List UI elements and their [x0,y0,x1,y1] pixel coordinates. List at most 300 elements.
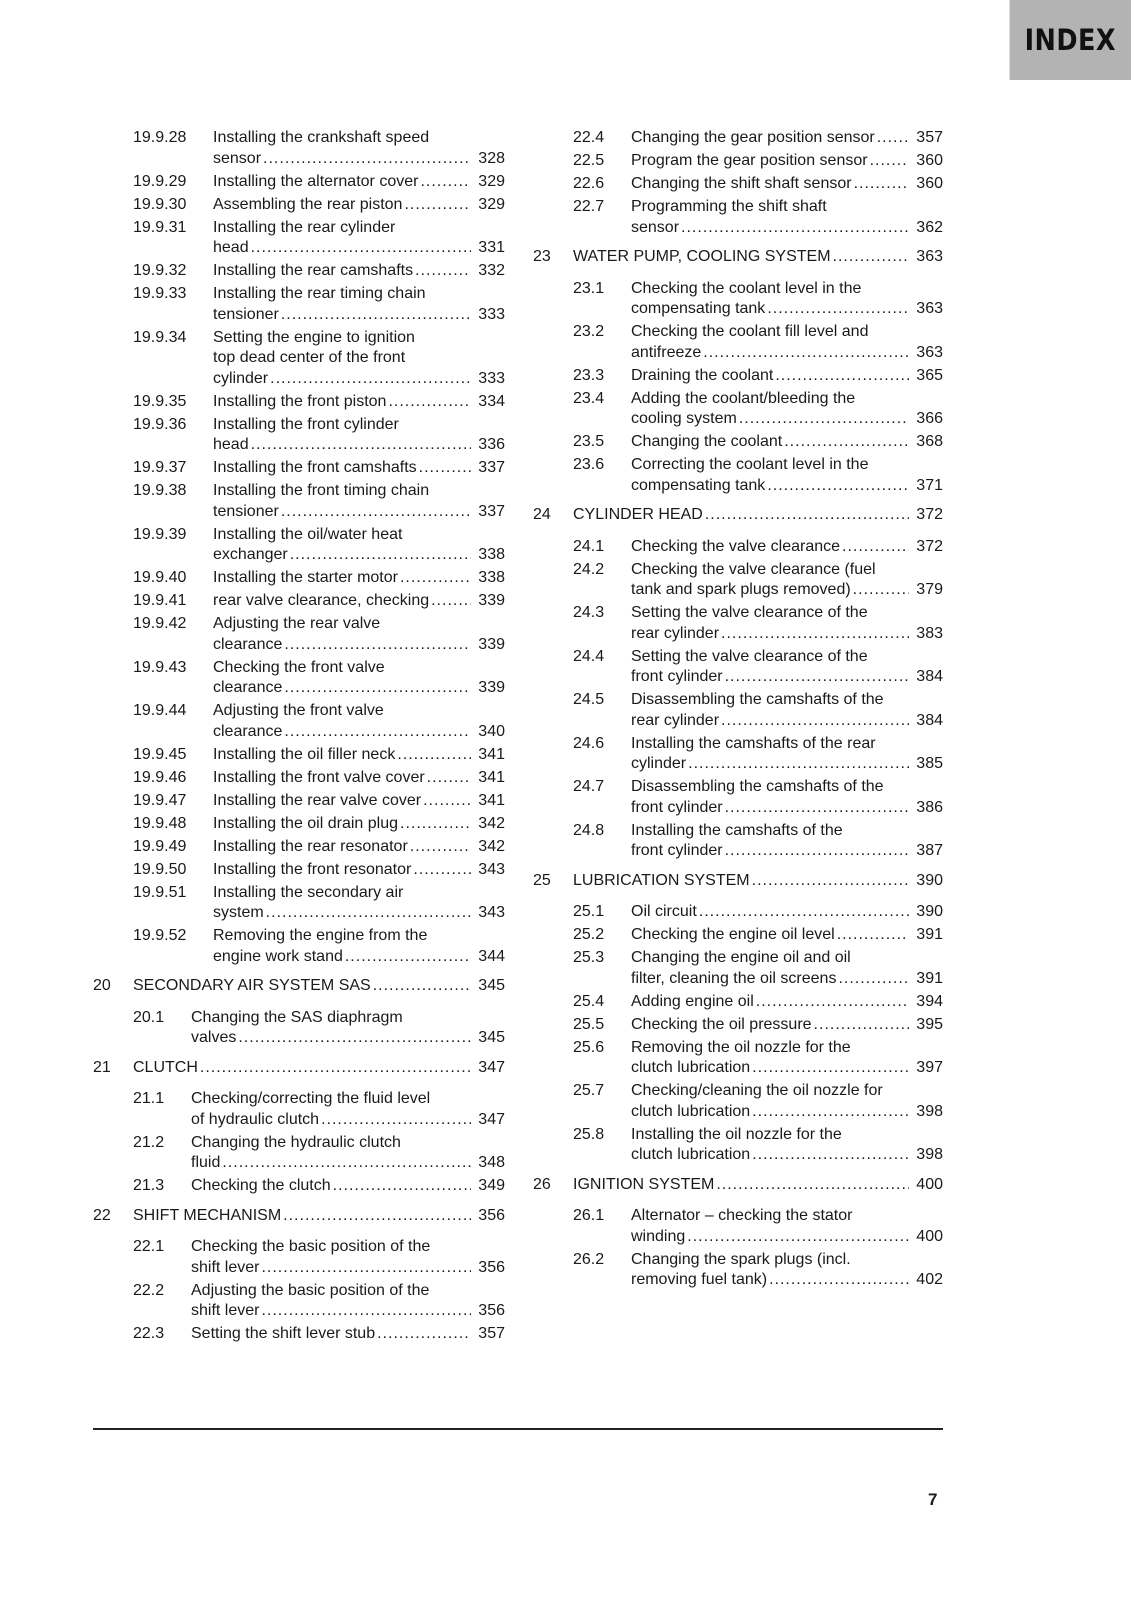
toc-entry-number: 23.5 [573,433,605,450]
toc-entry[interactable] [93,1324,505,1345]
toc-chapter-entry[interactable] [533,1175,943,1196]
toc-entry-title: Setting the shift lever stub [191,1325,376,1342]
dot-leader [838,969,909,990]
toc-entry-title: Checking the oil pressure [631,1015,812,1033]
index-tab: INDEX [1010,0,1131,80]
toc-entry-number: 19.9.31 [133,218,187,236]
toc-entry[interactable] [93,591,505,612]
toc-entry-title: rear valve clearance, checking [213,592,430,609]
toc-entry-title: Changing the coolant [631,433,783,450]
dot-leader [705,505,909,526]
toc-entry-text [213,261,505,282]
toc-entry[interactable] [93,195,505,216]
toc-entry[interactable] [533,1015,943,1036]
toc-entry-page: 347 [478,1110,505,1128]
toc-entry-title: removing fuel tank) [631,1271,768,1288]
toc-entry-title: front cylinder [631,842,723,859]
toc-entry-title: LUBRICATION SYSTEM [573,871,750,889]
toc-entry-text [191,1133,505,1174]
toc-chapter-entry[interactable] [533,247,943,268]
toc-entry-page: 357 [916,129,943,146]
dot-leader [251,238,471,259]
toc-entry-title: sensor [213,149,262,167]
toc-entry[interactable] [533,734,943,775]
toc-entry[interactable] [93,1176,505,1197]
dot-leader [281,502,471,523]
toc-chapter-entry[interactable] [533,505,943,526]
toc-entry[interactable] [533,366,943,387]
dot-leader [699,902,909,923]
toc-entry-title: rear cylinder [631,711,720,729]
toc-entry-number: 24.7 [573,778,605,795]
dot-leader [377,1324,471,1345]
toc-entry-title: Checking the coolant fill level and [631,323,869,340]
toc-entry-title: valves [191,1029,237,1046]
toc-chapter-entry[interactable] [93,1206,505,1227]
toc-entry-text [631,1015,943,1036]
toc-entry-title: Installing the rear resonator [213,837,408,855]
toc-entry-title: Checking the front valve [213,658,385,676]
dot-leader [388,392,471,413]
toc-entry-text [213,701,505,742]
toc-entry-title: Adding engine oil [631,992,754,1010]
toc-entry[interactable] [533,1206,943,1247]
toc-entry-title: antifreeze [631,343,702,361]
toc-entry-page: 372 [916,506,943,523]
toc-entry-title: front cylinder [631,668,723,685]
toc-entry-text [631,1125,943,1166]
dot-leader [415,261,471,282]
toc-entry[interactable] [533,603,943,644]
toc-entry-text [213,837,505,858]
toc-entry-number: 19.9.29 [133,172,187,190]
toc-entry-page: 395 [916,1015,943,1033]
toc-entry-number: 24.4 [573,647,605,665]
toc-entry[interactable] [533,1038,943,1079]
dot-leader [681,218,909,239]
toc-entry-page: 362 [916,218,943,236]
toc-entry-text [631,647,943,688]
toc-entry-number: 19.9.30 [133,195,187,213]
dot-leader [261,1258,471,1279]
toc-entry[interactable] [93,791,505,812]
toc-entry-number: 22.6 [573,175,605,192]
toc-entry-title: Setting the valve clearance of the [631,604,868,621]
toc-entry-page: 342 [478,837,505,855]
toc-entry-page: 339 [478,592,505,609]
toc-entry-page: 348 [478,1154,505,1171]
toc-entry-page: 356 [478,1206,505,1224]
toc-entry[interactable] [93,658,505,699]
dot-leader [400,814,471,835]
toc-entry-page: 365 [916,366,943,384]
toc-entry-title: IGNITION SYSTEM [573,1175,715,1193]
toc-entry[interactable] [533,925,943,946]
toc-entry-page: 333 [478,305,505,323]
toc-entry-text [213,883,505,924]
toc-entry-number: 20.1 [133,1008,165,1026]
dot-leader [721,711,909,732]
toc-entry-text [631,151,943,172]
toc-entry-title: head [213,436,249,453]
toc-entry-title: clutch lubrication [631,1102,751,1120]
toc-entry-number: 22.7 [573,198,605,215]
toc-entry-text [631,279,943,320]
page-number: 7 [928,1490,938,1509]
toc-entry[interactable] [533,455,943,496]
toc-entry-text [631,1206,943,1247]
toc-entry[interactable] [533,537,943,558]
toc-entry-number: 26.1 [573,1207,605,1224]
toc-entry-page: 391 [916,969,943,987]
toc-entry[interactable] [93,1008,505,1049]
dot-leader [423,791,471,812]
toc-entry-title: Installing the crankshaft speed [213,129,430,146]
dot-leader [413,860,471,881]
toc-entry-title: Checking the engine oil level [631,926,835,943]
dot-leader [784,432,909,453]
toc-entry-text [213,791,505,812]
toc-entry-number: 19.9.52 [133,927,187,944]
dot-leader [752,1058,909,1079]
toc-entry[interactable] [533,128,943,149]
toc-entry-text [213,172,505,193]
toc-entry-page: 360 [916,152,943,169]
toc-entry-number: 23.4 [573,389,605,407]
toc-entry[interactable] [533,777,943,818]
toc-entry[interactable] [93,814,505,835]
dot-leader [251,435,471,456]
toc-entry-text [631,432,943,453]
toc-entry-text [191,1008,505,1049]
toc-entry-page: 397 [916,1059,943,1076]
toc-entry-page: 341 [478,791,505,809]
toc-entry-number: 23 [533,248,551,265]
toc-entry-page: 340 [478,722,505,740]
toc-entry-text [631,560,943,601]
toc-entry-page: 342 [478,814,505,832]
toc-entry[interactable] [93,481,505,522]
dot-leader [238,1028,471,1049]
toc-entry-number: 19.9.28 [133,129,187,146]
dot-leader [767,299,909,320]
toc-entry-number: 22.5 [573,152,605,169]
dot-leader [716,1175,909,1196]
toc-entry-title: Checking/cleaning the oil nozzle for [631,1082,883,1099]
dot-leader [688,754,909,775]
toc-entry[interactable] [93,284,505,325]
toc-entry-title: filter, cleaning the oil screens [631,969,837,987]
toc-entry-text [631,174,943,195]
toc-entry-title: Installing the oil filler neck [213,745,396,763]
dot-leader [333,1176,471,1197]
toc-entry-page: 363 [916,343,943,361]
toc-entry-text [631,690,943,731]
dot-leader [767,476,909,497]
toc-entry-page: 337 [478,502,505,520]
toc-entry-page: 357 [478,1325,505,1342]
toc-entry[interactable] [533,1081,943,1122]
toc-entry-text [631,777,943,818]
toc-entry-number: 25.3 [573,949,605,966]
toc-entry[interactable] [533,432,943,453]
toc-entry-title: SECONDARY AIR SYSTEM SAS [133,977,371,994]
toc-entry-title: shift lever [191,1302,260,1319]
toc-entry[interactable] [533,992,943,1013]
toc-entry-number: 24.3 [573,604,605,621]
toc-entry-page: 344 [478,947,505,965]
toc-entry-number: 19.9.38 [133,482,187,499]
toc-entry-title: Installing the front valve cover [213,768,425,786]
toc-entry-text [631,389,943,430]
toc-entry-title: Changing the hydraulic clutch [191,1133,401,1151]
toc-entry-text [191,1237,505,1278]
toc-chapter-entry[interactable] [93,976,505,997]
toc-entry-number: 19.9.49 [133,837,187,855]
toc-entry-page: 371 [916,476,943,494]
toc-entry-title: head [213,239,249,256]
toc-entry-title: Checking the clutch [191,1177,331,1194]
toc-entry-number: 25.5 [573,1015,605,1033]
dot-leader [290,545,471,566]
toc-entry[interactable] [93,1281,505,1322]
toc-entry-text [573,871,943,892]
toc-entry-title: SHIFT MECHANISM [133,1206,282,1224]
toc-entry-text [213,481,505,522]
toc-entry-title: Changing the shift shaft sensor [631,175,852,192]
toc-chapter-entry[interactable] [533,871,943,892]
toc-entry-number: 23.2 [573,323,605,340]
toc-entry-text [213,415,505,456]
toc-entry-text [631,948,943,989]
toc-entry-number: 19.9.41 [133,592,187,609]
toc-entry[interactable] [93,172,505,193]
toc-entry-title: Installing the front piston [213,392,387,410]
toc-entry[interactable] [93,768,505,789]
toc-entry[interactable] [93,1089,505,1130]
toc-entry-page: 345 [478,977,505,994]
toc-entry-text [191,1089,505,1130]
dot-leader [397,745,471,766]
dot-leader [854,174,909,195]
toc-entry-number: 19.9.32 [133,262,187,279]
dot-leader [725,798,909,819]
toc-entry-title: Installing the front camshafts [213,459,417,476]
toc-entry-title: Checking the coolant level in the [631,279,862,297]
toc-entry-title: Draining the coolant [631,366,774,384]
toc-entry-page: 379 [916,581,943,598]
toc-entry-text [573,247,943,268]
toc-entry-title: clutch lubrication [631,1059,751,1076]
toc-entry-title: Installing the oil nozzle for the [631,1125,842,1143]
toc-entry[interactable] [533,174,943,195]
toc-entry-page: 390 [916,903,943,920]
footer-rule [93,1428,943,1430]
toc-entry-number: 19.9.50 [133,860,187,878]
dot-leader [814,1015,909,1036]
toc-entry[interactable] [93,328,505,390]
toc-entry-title: Alternator – checking the stator [631,1207,853,1224]
toc-entry-number: 24.5 [573,691,605,708]
toc-entry[interactable] [93,614,505,655]
toc-entry[interactable] [533,322,943,363]
toc-entry-title: Installing the rear cylinder [213,218,396,236]
toc-entry-page: 356 [478,1302,505,1319]
dot-leader [853,580,909,601]
toc-entry-number: 23.6 [573,456,605,473]
toc-entry-page: 360 [916,175,943,192]
toc-entry-title: WATER PUMP, COOLING SYSTEM [573,248,831,265]
toc-entry-page: 400 [916,1227,943,1245]
toc-entry[interactable] [533,389,943,430]
dot-leader [373,976,471,997]
toc-entry-number: 26.2 [573,1250,605,1268]
toc-entry-title: tensioner [213,502,279,520]
toc-entry[interactable] [533,948,943,989]
toc-entry-title: Assembling the rear piston [213,195,403,213]
toc-entry-title: Removing the oil nozzle for the [631,1038,851,1056]
toc-entry-title: winding [631,1227,686,1245]
toc-entry-title: Installing the camshafts of the rear [631,734,876,752]
dot-leader [410,837,471,858]
toc-entry-page: 385 [916,755,943,772]
toc-entry-text [213,392,505,413]
toc-entry-number: 22.2 [133,1281,165,1299]
toc-entry[interactable] [533,690,943,731]
toc-entry-text [213,745,505,766]
toc-entry[interactable] [93,458,505,479]
toc-entry-title: tensioner [213,305,279,323]
toc-entry[interactable] [93,568,505,589]
toc-entry[interactable] [533,560,943,601]
dot-leader [266,903,471,924]
toc-entry[interactable] [93,926,505,967]
toc-entry-text [631,197,943,238]
dot-leader [752,1145,909,1166]
toc-entry-title: Removing the engine from the [213,927,428,944]
dot-leader [721,624,909,645]
toc-entry[interactable] [93,218,505,259]
toc-entry-text [213,768,505,789]
toc-entry-text [631,1038,943,1079]
dot-leader [703,343,909,364]
toc-entry-page: 394 [916,992,943,1010]
toc-entry-title: Checking the basic position of the [191,1238,431,1255]
dot-leader [270,369,471,390]
toc-chapter-entry[interactable] [93,1058,505,1079]
toc-entry-text [191,1176,505,1197]
toc-entry-number: 19.9.39 [133,525,187,543]
dot-leader [222,1153,471,1174]
toc-entry-number: 19.9.33 [133,285,187,302]
toc-entry-title: engine work stand [213,947,343,965]
dot-leader [725,841,909,862]
dot-leader [261,1301,471,1322]
toc-entry[interactable] [533,197,943,238]
toc-entry-title: cylinder [631,755,687,772]
toc-entry-page: 363 [916,300,943,317]
toc-entry[interactable] [93,837,505,858]
dot-leader [877,128,909,149]
toc-entry[interactable] [93,525,505,566]
toc-entry[interactable] [93,701,505,742]
toc-entry[interactable] [533,1250,943,1291]
toc-entry-text [213,814,505,835]
toc-entry-title: Setting the valve clearance of the [631,647,868,665]
toc-entry[interactable] [533,647,943,688]
toc-entry-number: 22.4 [573,129,605,146]
toc-entry-page: 339 [478,635,505,653]
toc-entry-title: clearance [213,635,283,653]
toc-entry-title: Correcting the coolant level in the [631,456,869,473]
dot-leader [837,925,909,946]
toc-entry[interactable] [93,883,505,924]
dot-leader [752,871,909,892]
toc-entry-page: 331 [478,239,505,256]
toc-entry-text [213,860,505,881]
toc-entry-number: 25.2 [573,926,605,943]
toc-entry-title: Disassembling the camshafts of the [631,778,884,795]
toc-entry-page: 400 [916,1175,943,1193]
dot-leader [419,458,471,479]
toc-entry-title: Installing the starter motor [213,569,398,586]
toc-entry-text [631,322,943,363]
toc-entry[interactable] [93,745,505,766]
dot-leader [870,151,909,172]
toc-entry-title: Installing the oil drain plug [213,814,399,832]
toc-entry-text [133,976,505,997]
toc-entry-title: Oil circuit [631,903,697,920]
toc-entry[interactable] [93,261,505,282]
toc-entry-page: 398 [916,1146,943,1163]
toc-entry[interactable] [533,821,943,862]
toc-entry[interactable] [93,1237,505,1278]
toc-entry-number: 21.1 [133,1090,165,1107]
toc-entry-title: top dead center of the front [213,349,406,366]
toc-entry[interactable] [93,392,505,413]
toc-entry[interactable] [533,902,943,923]
toc-entry[interactable] [533,279,943,320]
toc-entry-number: 19.9.37 [133,459,187,476]
toc-entry-page: 339 [478,679,505,696]
toc-entry[interactable] [93,860,505,881]
toc-entry-title: Checking the valve clearance [631,537,841,555]
toc-entry-text [213,458,505,479]
toc-entry-title: compensating tank [631,300,766,317]
toc-entry-page: 356 [478,1258,505,1276]
toc-entry-text [631,734,943,775]
toc-entry-number: 25.4 [573,992,605,1010]
toc-entry-title: Program the gear position sensor [631,152,868,169]
toc-entry-number: 19.9.44 [133,702,187,719]
dot-leader [321,1110,471,1131]
toc-entry-title: Installing the rear timing chain [213,285,426,302]
toc-entry[interactable] [93,415,505,456]
toc-entry-text [213,328,505,390]
toc-entry-number: 22.3 [133,1325,165,1342]
toc-entry-text [213,568,505,589]
dot-leader [263,149,471,170]
toc-entry[interactable] [93,128,505,169]
toc-entry-number: 22 [93,1206,111,1224]
toc-entry[interactable] [533,151,943,172]
toc-entry-title: Installing the front timing chain [213,482,430,499]
toc-entry[interactable] [533,1125,943,1166]
toc-entry[interactable] [93,1133,505,1174]
toc-entry-title: CLUTCH [133,1058,198,1076]
toc-entry-page: 386 [916,798,943,816]
dot-leader [284,678,471,699]
